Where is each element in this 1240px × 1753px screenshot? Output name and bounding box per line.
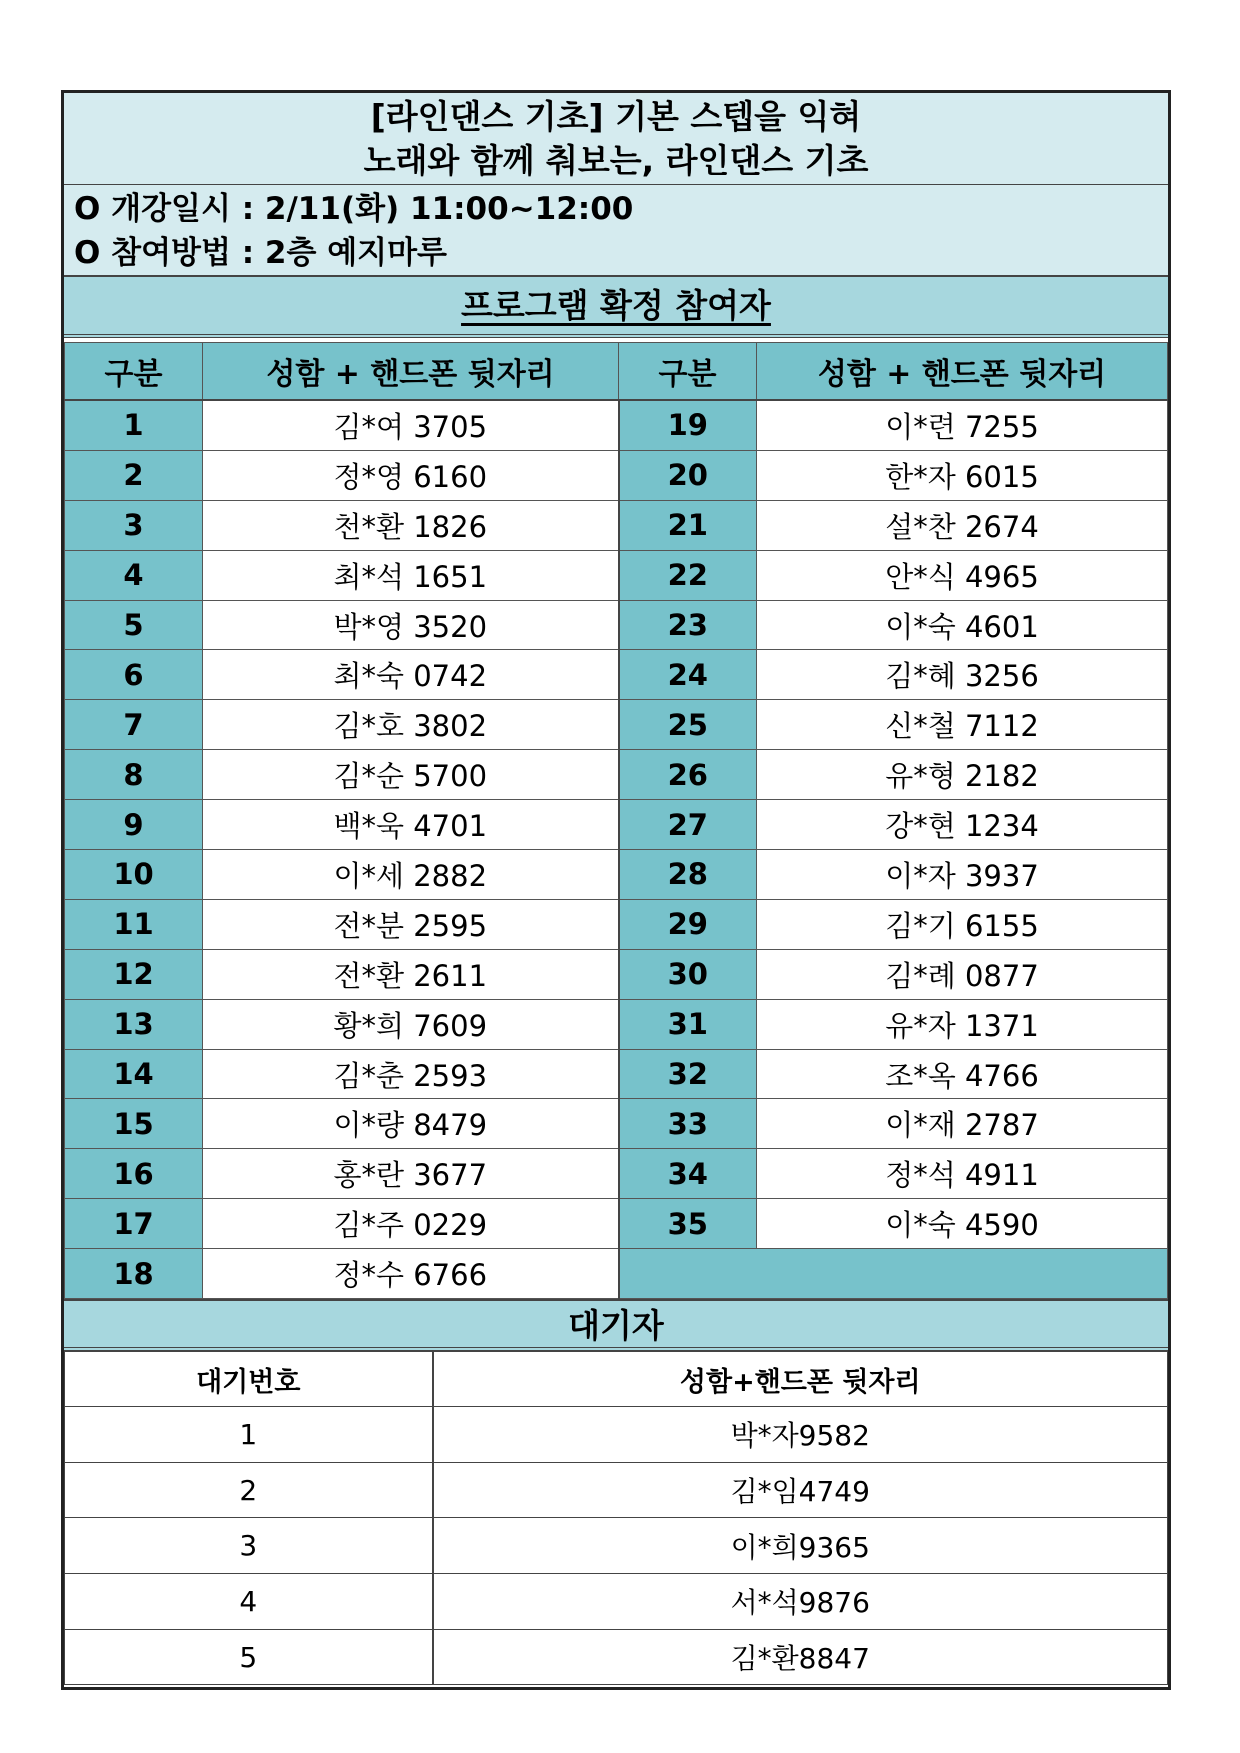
table-row [65,600,1168,650]
table-row [65,1099,1168,1149]
confirmed-table-body [65,400,1168,1299]
table-row [65,850,1168,900]
row-number: 34 [619,1149,757,1199]
document-title [64,93,1168,185]
waitlist-name: 김*환8847 [433,1629,1168,1685]
table-row [65,1249,1168,1299]
row-number: 35 [619,1199,757,1249]
participant-name: 이*숙 4590 [757,1199,1168,1249]
row-number: 9 [65,800,203,850]
participant-name: 김*여 3705 [203,400,619,450]
table-row [65,700,1168,750]
confirmed-heading-text: 프로그램 확정 참여자 [461,286,771,325]
participant-name: 김*혜 3256 [757,650,1168,700]
waitlist-table-body [65,1407,1168,1685]
table-row [65,750,1168,800]
participant-name: 조*옥 4766 [757,1049,1168,1099]
participant-name: 이*량 8479 [203,1099,619,1149]
waitlist-name: 김*임4749 [433,1462,1168,1518]
row-number: 18 [65,1249,203,1299]
participant-name: 정*석 4911 [757,1149,1168,1199]
row-number: 2 [65,450,203,500]
waitlist-row [65,1629,1168,1685]
waitlist-table [64,1351,1168,1685]
participant-name: 강*현 1234 [757,800,1168,850]
row-number: 12 [65,949,203,999]
row-number: 5 [65,600,203,650]
info-date: O 개강일시 : 2/11(화) 11:00~12:00 [74,191,634,227]
participant-name: 홍*란 3677 [203,1149,619,1199]
row-number: 28 [619,850,757,900]
table-row [65,450,1168,500]
participant-name: 황*희 7609 [203,999,619,1049]
participant-name: 최*석 1651 [203,550,619,600]
row-number: 8 [65,750,203,800]
col-header-name-right: 성함 + 핸드폰 뒷자리 [757,343,1168,401]
row-number: 14 [65,1049,203,1099]
table-row [65,999,1168,1049]
row-number: 27 [619,800,757,850]
participant-name: 전*환 2611 [203,949,619,999]
participant-name: 유*형 2182 [757,750,1168,800]
row-number: 13 [65,999,203,1049]
participant-name: 한*자 6015 [757,450,1168,500]
row-number: 31 [619,999,757,1049]
row-number: 6 [65,650,203,700]
table-row [65,400,1168,450]
row-number: 22 [619,550,757,600]
participant-name: 정*영 6160 [203,450,619,500]
table-row [65,500,1168,550]
participant-name: 최*숙 0742 [203,650,619,700]
participant-name: 정*수 6766 [203,1249,619,1299]
participant-name: 김*호 3802 [203,700,619,750]
row-number: 33 [619,1099,757,1149]
col-header-num-left: 구분 [65,343,203,401]
row-number: 23 [619,600,757,650]
waitlist-header-row [65,1352,1168,1407]
table-row [65,800,1168,850]
waitlist-col-num: 대기번호 [65,1352,433,1407]
row-number: 21 [619,500,757,550]
participant-name: 이*재 2787 [757,1099,1168,1149]
table-row [65,650,1168,700]
participant-name: 김*기 6155 [757,899,1168,949]
participant-name: 이*숙 4601 [757,600,1168,650]
participant-name: 김*춘 2593 [203,1049,619,1099]
row-number: 32 [619,1049,757,1099]
confirmed-table [64,342,1168,1299]
participant-name: 전*분 2595 [203,899,619,949]
participant-name: 박*영 3520 [203,600,619,650]
waitlist-row [65,1518,1168,1574]
participant-name: 김*례 0877 [757,949,1168,999]
row-number: 15 [65,1099,203,1149]
participant-name: 백*욱 4701 [203,800,619,850]
waitlist-row [65,1574,1168,1630]
table-row [65,1049,1168,1099]
waitlist-number: 5 [65,1629,433,1685]
participant-name: 유*자 1371 [757,999,1168,1049]
row-number: 11 [65,899,203,949]
row-number: 7 [65,700,203,750]
table-row [65,550,1168,600]
participant-name: 이*련 7255 [757,400,1168,450]
table-row [65,949,1168,999]
empty-cell [619,1249,1168,1299]
row-number: 3 [65,500,203,550]
title-line-2: 노래와 함께 춰보는, 라인댄스 기초 [363,141,869,180]
participant-name: 안*식 4965 [757,550,1168,600]
info-place: O 참여방법 : 2층 예지마루 [74,235,448,271]
waitlist-name: 박*자9582 [433,1407,1168,1463]
row-number: 24 [619,650,757,700]
table-row [65,899,1168,949]
waitlist-heading: 대기자 [64,1299,1168,1351]
table-row [65,1199,1168,1249]
waitlist-number: 4 [65,1574,433,1630]
confirmed-header-row [65,343,1168,401]
row-number: 30 [619,949,757,999]
col-header-name-left: 성함 + 핸드폰 뒷자리 [203,343,619,401]
participant-name: 김*순 5700 [203,750,619,800]
row-number: 20 [619,450,757,500]
document-frame [61,90,1171,1690]
participant-name: 김*주 0229 [203,1199,619,1249]
participant-name: 신*철 7112 [757,700,1168,750]
row-number: 1 [65,400,203,450]
waitlist-number: 3 [65,1518,433,1574]
row-number: 17 [65,1199,203,1249]
participant-name: 천*환 1826 [203,500,619,550]
info-block [64,185,1168,277]
confirmed-heading [64,277,1168,338]
title-line-1: [라인댄스 기초] 기본 스텝을 익혀 [370,97,862,136]
waitlist-name: 이*희9365 [433,1518,1168,1574]
waitlist-row [65,1407,1168,1463]
row-number: 26 [619,750,757,800]
row-number: 19 [619,400,757,450]
row-number: 29 [619,899,757,949]
waitlist-number: 1 [65,1407,433,1463]
participant-name: 이*자 3937 [757,850,1168,900]
participant-name: 이*세 2882 [203,850,619,900]
waitlist-row [65,1462,1168,1518]
row-number: 10 [65,850,203,900]
row-number: 25 [619,700,757,750]
waitlist-number: 2 [65,1462,433,1518]
col-header-num-right: 구분 [619,343,757,401]
waitlist-name: 서*석9876 [433,1574,1168,1630]
row-number: 16 [65,1149,203,1199]
table-row [65,1149,1168,1199]
waitlist-col-name: 성함+핸드폰 뒷자리 [433,1352,1168,1407]
participant-name: 설*찬 2674 [757,500,1168,550]
row-number: 4 [65,550,203,600]
